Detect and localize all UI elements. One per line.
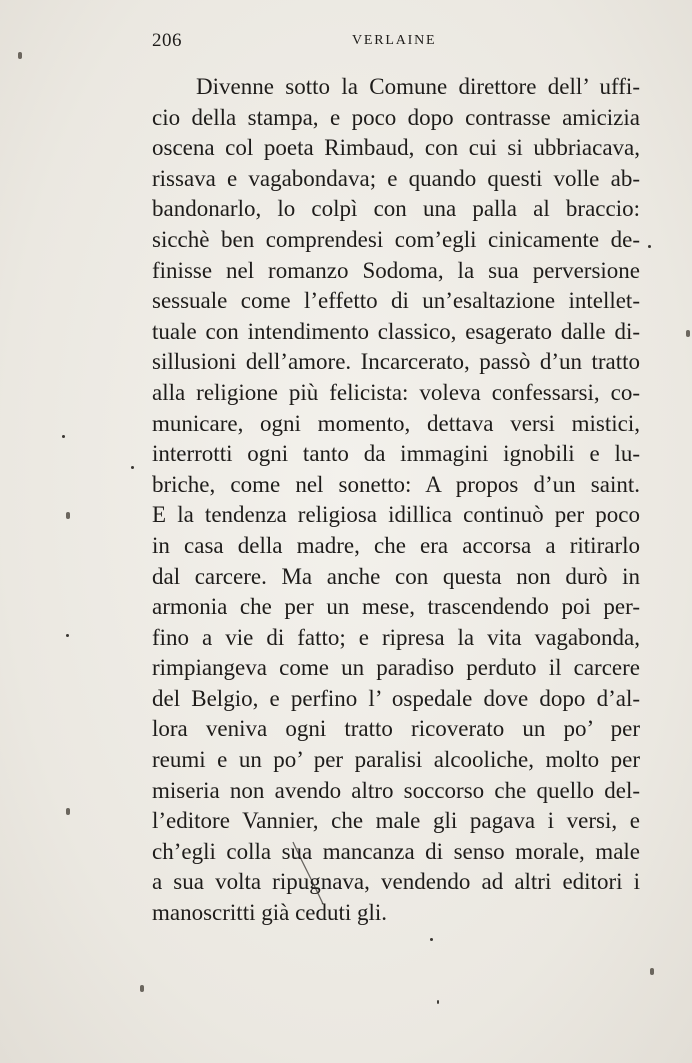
margin-speck	[18, 52, 22, 59]
text-line: Divenne sotto la Comune direttore dell’ uffi-	[196, 74, 640, 99]
body-text	[152, 72, 640, 929]
text-line: fino a vie di fatto; e ripresa la vita vagabonda,	[152, 624, 640, 650]
text-line: l’editore Vannier, che male gli pagava i versi, e	[152, 808, 640, 834]
text-line: armonia che per un mese, trascendendo poi per-	[152, 594, 640, 620]
ink-speck	[131, 466, 134, 469]
text-line: tuale con intendimento classico, esagerato dalle di-	[152, 318, 640, 344]
text-line: del Belgio, e perfino l’ ospedale dove dopo d’al-	[152, 685, 640, 711]
page-number: 206	[152, 30, 182, 51]
ink-speck	[66, 634, 69, 637]
text-line: reumi e un po’ per paralisi alcooliche, molto per	[152, 747, 640, 773]
text-line: dal carcere. Ma anche con questa non durò in	[152, 563, 640, 589]
text-line: cio della stampa, e poco dopo contrasse amicizia	[152, 104, 640, 130]
margin-speck	[66, 512, 70, 519]
margin-speck	[686, 330, 690, 337]
text-line: alla religione più felicista: voleva confessarsi, co-	[152, 379, 640, 405]
ink-speck	[437, 1000, 439, 1004]
text-line: rimpiangeva come un paradiso perduto il carcere	[152, 655, 640, 681]
ink-speck	[62, 435, 65, 438]
text-line: briche, come nel sonetto: A propos d’un saint.	[152, 471, 640, 497]
ink-speck	[648, 245, 651, 248]
text-line: manoscritti già ceduti gli.	[152, 900, 388, 926]
text-line: interrotti ogni tanto da immagini ignobili e lu-	[152, 441, 640, 467]
page-header	[152, 30, 632, 58]
text-line: sillusioni dell’amore. Incarcerato, passò d’un tratto	[152, 349, 640, 375]
margin-speck	[66, 808, 70, 815]
text-line: miseria non avendo altro soccorso che quello del-	[152, 777, 640, 803]
margin-speck	[650, 968, 654, 975]
text-line: sessuale come l’effetto di un’esaltazione intellet-	[152, 288, 640, 314]
text-line: rissava e vagabondava; e quando questi volle ab-	[152, 165, 640, 191]
text-line: E la tendenza religiosa idillica continuò per poco	[152, 502, 640, 528]
text-line: bandonarlo, lo colpì con una palla al braccio:	[152, 196, 640, 222]
margin-speck	[140, 985, 144, 992]
text-line: a sua volta ripugnava, vendendo ad altri editori i	[152, 869, 640, 895]
ink-speck	[430, 938, 433, 941]
text-line: oscena col poeta Rimbaud, con cui si ubbriacava,	[152, 135, 640, 161]
text-line: municare, ogni momento, dettava versi mistici,	[152, 410, 640, 436]
pencil-stroke	[283, 838, 343, 908]
running-head: VERLAINE	[352, 33, 437, 48]
text-line: lora veniva ogni tratto ricoverato un po’ per	[152, 716, 640, 742]
text-line: finisse nel romanzo Sodoma, la sua perversione	[152, 257, 640, 283]
text-line: sicchè ben comprendesi com’egli cinicamente de-	[152, 226, 640, 252]
text-line: ch’egli colla sua mancanza di senso morale, male	[152, 838, 640, 864]
text-line: in casa della madre, che era accorsa a ritirarlo	[152, 532, 640, 558]
